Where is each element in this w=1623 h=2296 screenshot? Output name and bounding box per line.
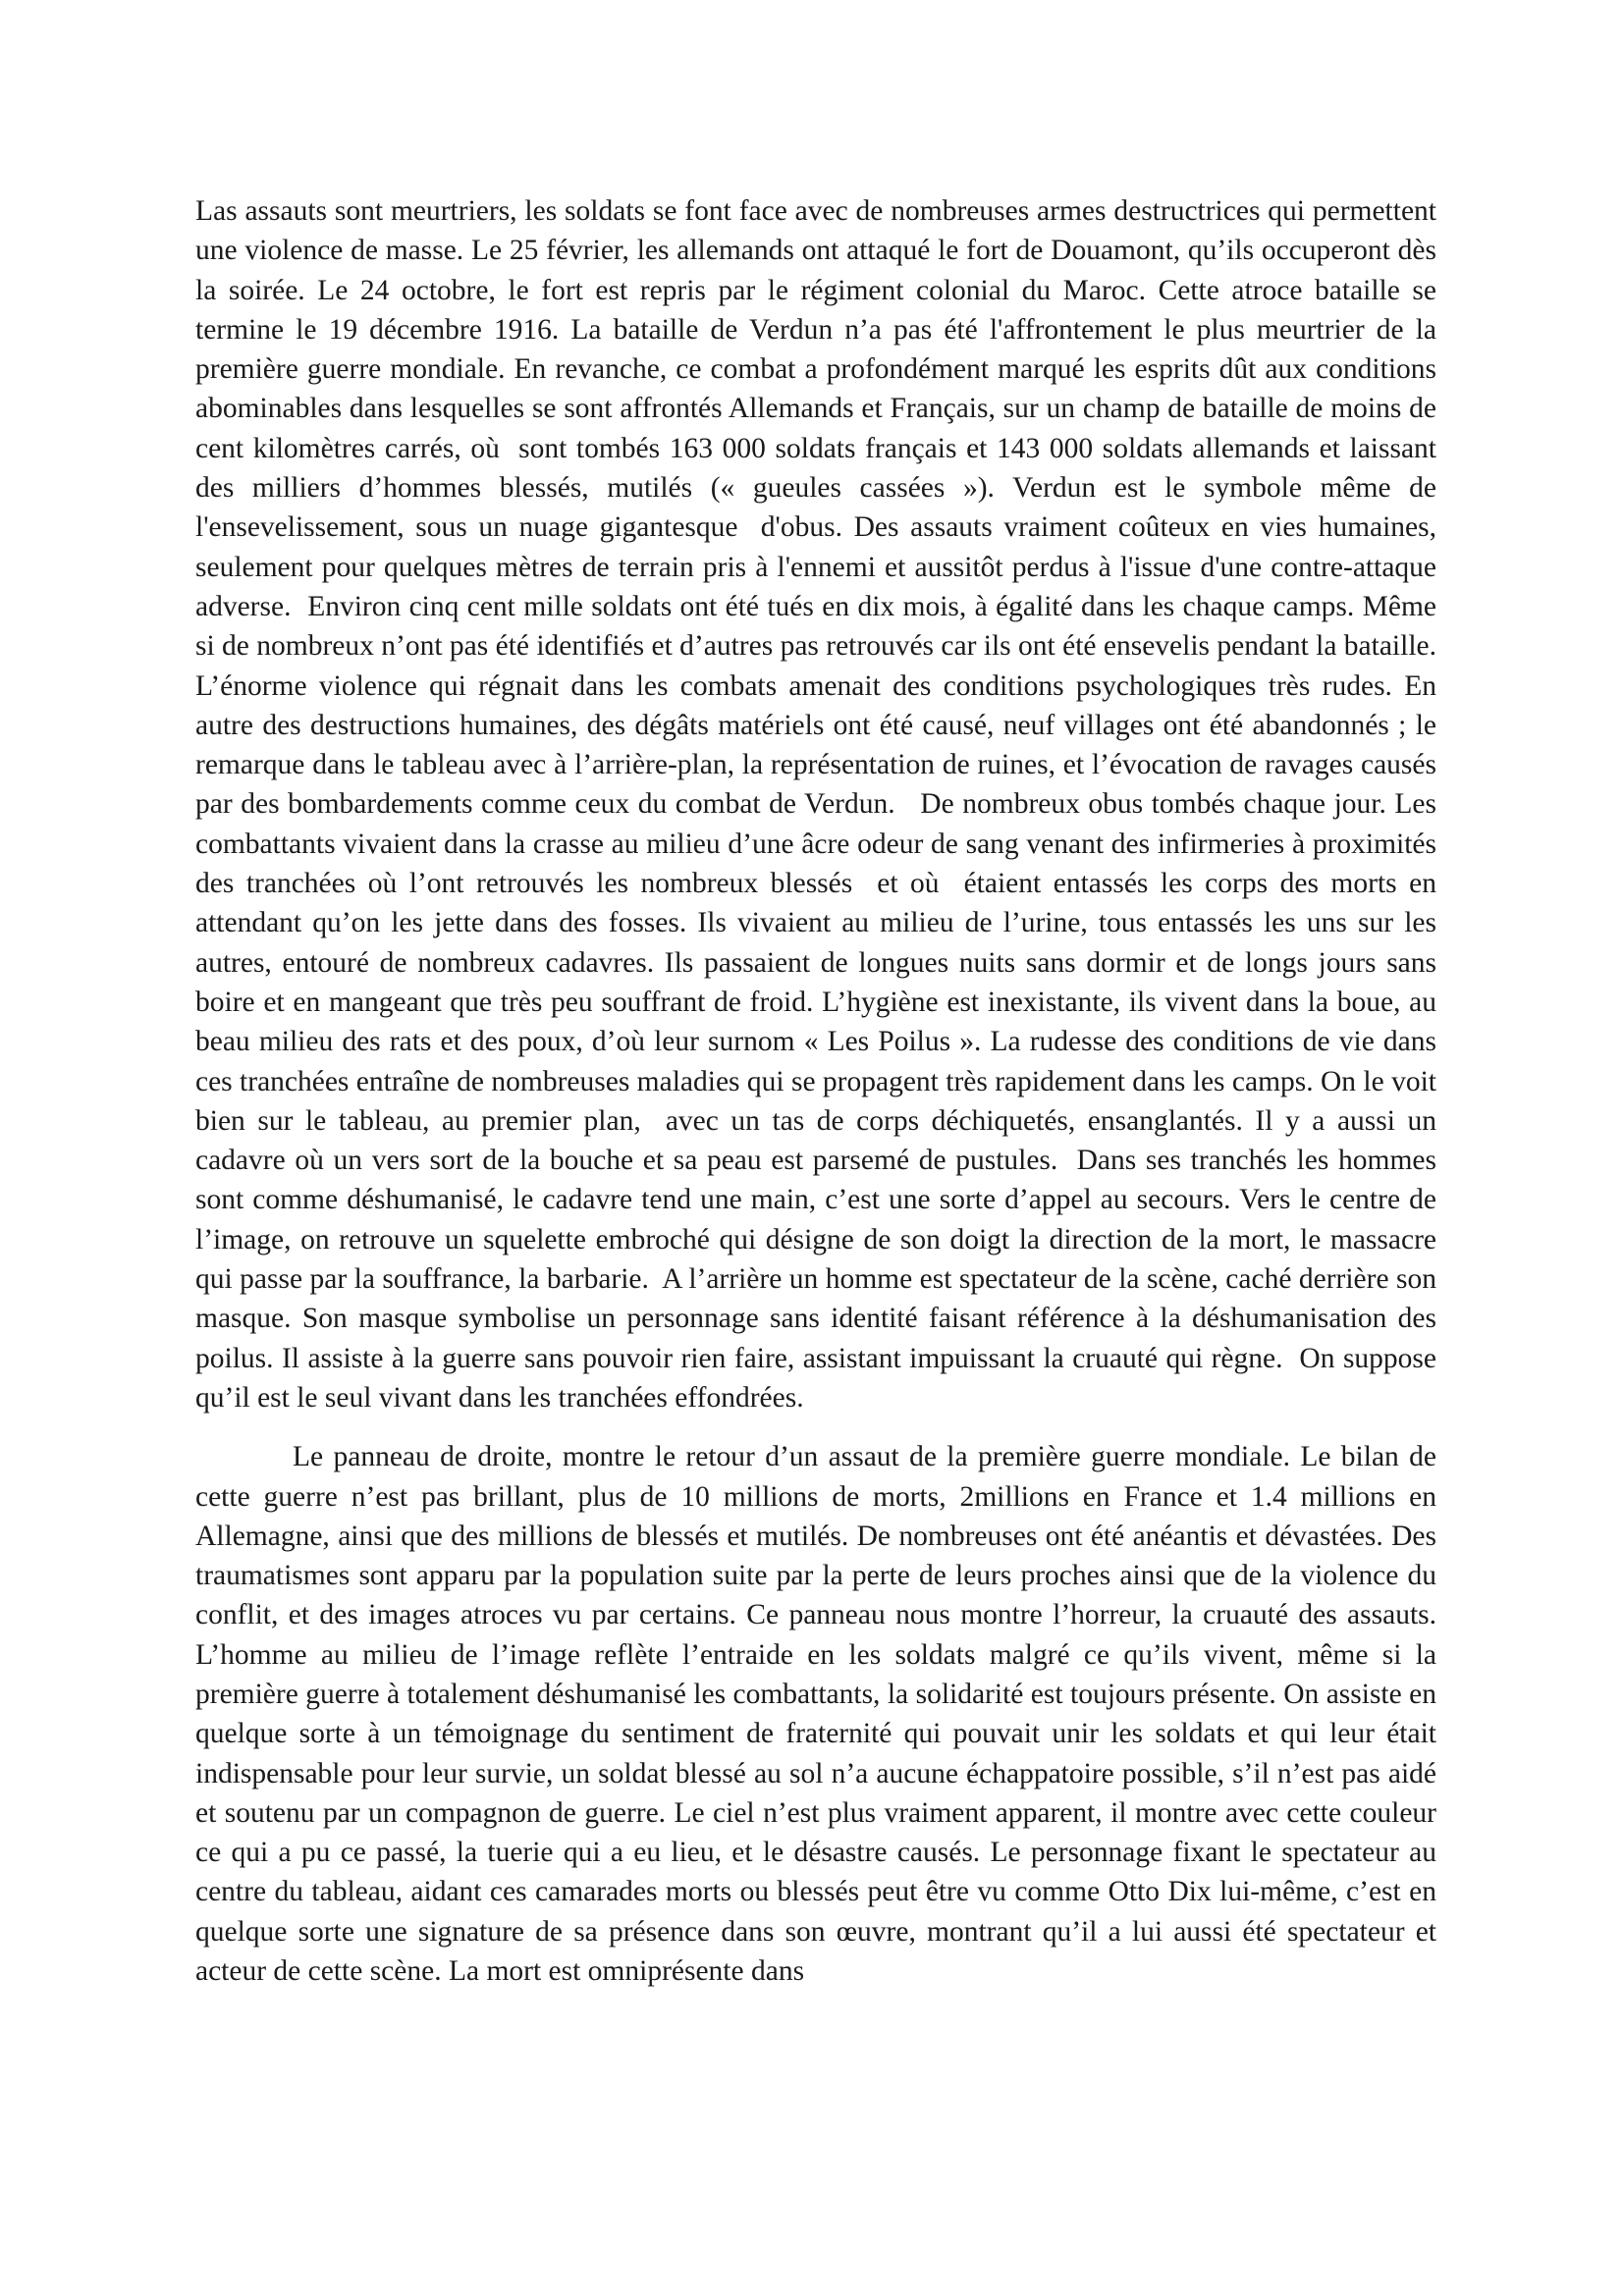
paragraph-1: Las assauts sont meurtriers, les soldats se font face avec de nombreuses armes destructrices qui permettent une violence de masse. Le 25 février, les allemands ont attaqué le fort de Douamont, qu’ils occuperont dès la soirée. Le 24 octobre, le fort est repris par le régiment colonial du Maroc. Cette atroce bataille se termine le 19 décembre 1916. La bataille de Verdun n’a pas été l'affrontement le plus meurtrier de la première guerre mondiale. En revanche, ce combat a profondément marqué les esprits dût aux conditions abominables dans lesquelles se sont affrontés Allemands et Français, sur un champ de bataille de moins de cent kilomètres carrés, où sont tombés 163 000 soldats français et 143 000 soldats allemands et laissant des milliers d’hommes blessés, mutilés (« gueules cassées »). Verdun est le symbole même de l'ensevelissement, sous un nuage gigantesque d'obus. Des assauts vraiment coûteux en vies humaines, seulement pour quelques mètres de terrain pris à l'ennemi et aussitôt perdus à l'issue d'une contre-attaque adverse. Environ cinq cent mille soldats ont été tués en dix mois, à égalité dans les chaque camps. Même si de nombreux n’ont pas été identifiés et d’autres pas retrouvés car ils ont été ensevelis pendant la bataille. L’énorme violence qui régnait dans les combats amenait des conditions psychologiques très rudes. En autre des destructions humaines, des dégâts matériels ont été causé, neuf villages ont été abandonnés ; le remarque dans le tableau avec à l’arrière-plan, la représentation de ruines, et l’évocation de ravages causés par des bombardements comme ceux du combat de Verdun. De nombreux obus tombés chaque jour. Les combattants vivaient dans la crasse au milieu d’une âcre odeur de sang venant des infirmeries à proximités des tranchées où l’ont retrouvés les nombreux blessés et où étaient entassés les corps des morts en attendant qu’on les jette dans des fosses. Ils vivaient au milieu de l’urine, tous entassés les uns sur les autres, entouré de nombreux cadavres. Ils passaient de longues nuits sans dormir et de longs jours sans boire et en mangeant que très peu souffrant de froid. L’hygiène est inexistante, ils vivent dans la boue, au beau milieu des rats et des poux, d’où leur surnom « Les Poilus ». La rudesse des conditions de vie dans ces tranchées entraîne de nombreuses maladies qui se propagent très rapidement dans les camps. On le voit bien sur le tableau, au premier plan, avec un tas de corps déchiquetés, ensanglantés. Il y a aussi un cadavre où un vers sort de la bouche et sa peau est parsemé de pustules. Dans ses tranchés les hommes sont comme déshumanisé, le cadavre tend une main, c’est une sorte d’appel au secours. Vers le centre de l’image, on retrouve un squelette embroché qui désigne de son doigt la direction de la mort, le massacre qui passe par la souffrance, la barbarie. A l’arrière un homme est spectateur de la scène, caché derrière son masque. Son masque symbolise un personnage sans identité faisant référence à la déshumanisation des poilus. Il assiste à la guerre sans pouvoir rien faire, assistant impuissant la cruauté qui règne. On suppose qu’il est le seul vivant dans les tranchées effondrées. — [195, 195, 1451, 1414]
document-body — [195, 191, 1451, 1991]
paragraph-2: Le panneau de droite, montre le retour d’un assaut de la première guerre mondiale. Le bilan de cette guerre n’est pas brillant, plus de 10 millions de morts, 2millions en France et 1.4 millions en Allemagne, ainsi que des millions de blessés et mutilés. De nombreuses ont été anéantis et dévastées. Des traumatismes sont apparu par la population suite par la perte de leurs proches ainsi que de la violence du conflit, et des images atroces vu par certains. Ce panneau nous montre l’horreur, la cruauté des assauts. L’homme au milieu de l’image reflète l’entraide en les soldats malgré ce qu’ils vivent, même si la première guerre à totalement déshumanisé les combattants, la solidarité est toujours présente. On assiste en quelque sorte à un témoignage du sentiment de fraternité qui pouvait unir les soldats et qui leur était indispensable pour leur survie, un soldat blessé au sol n’a aucune échappatoire possible, s’il n’est pas aidé et soutenu par un compagnon de guerre. Le ciel n’est plus vraiment apparent, il montre avec cette couleur ce qui a pu ce passé, la tuerie qui a eu lieu, et le désastre causés. Le personnage fixant le spectateur au centre du tableau, aidant ces camarades morts ou blessés peut être vu comme Otto Dix lui-même, c’est en quelque sorte une signature de sa présence dans son œuvre, montrant qu’il a lui aussi été spectateur et acteur de cette scène. La mort est omniprésente dans — [195, 1441, 1444, 1988]
